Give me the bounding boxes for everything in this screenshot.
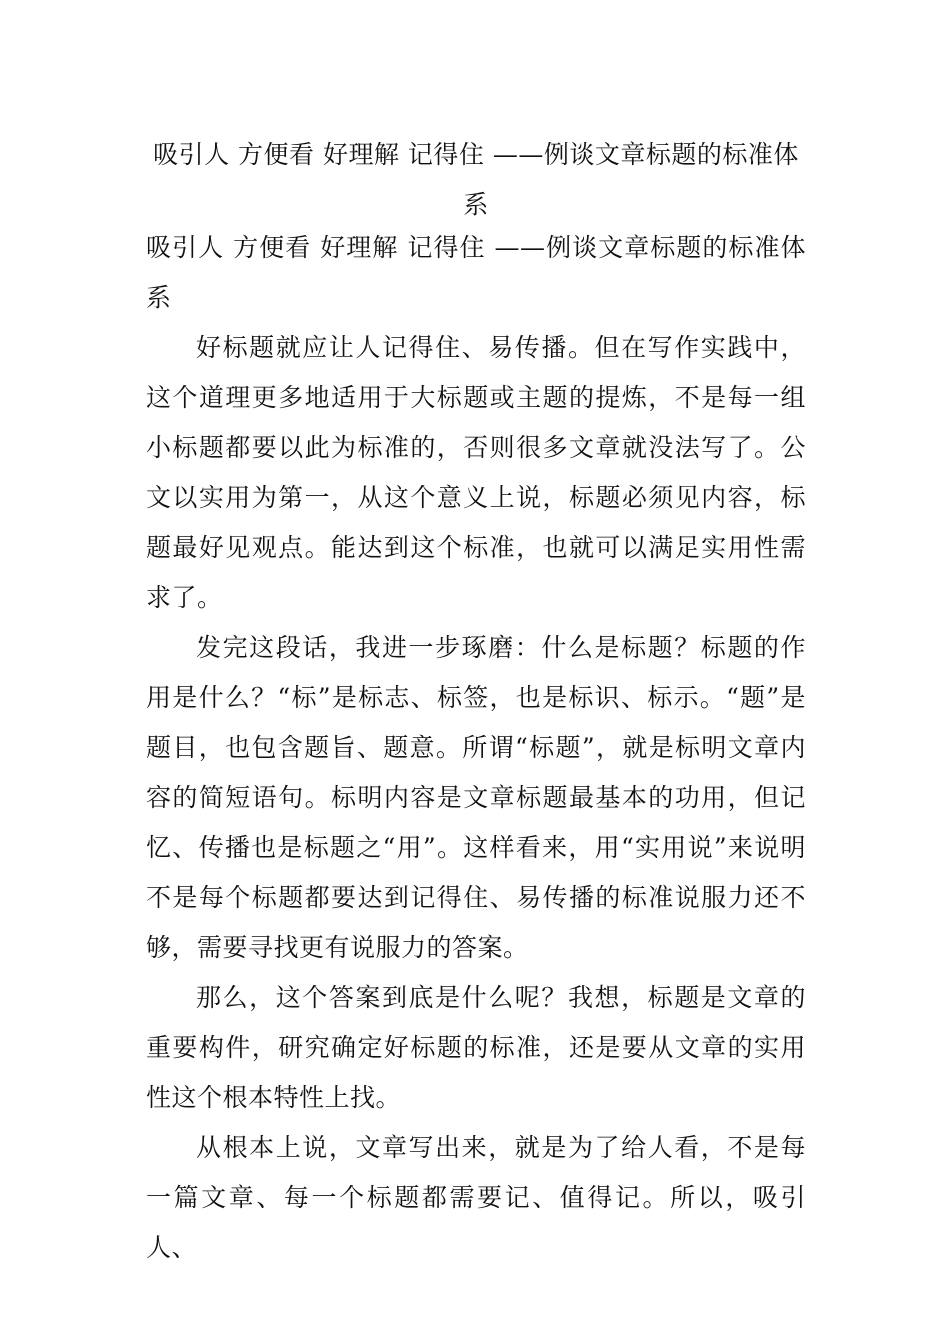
paragraph: 那么，这个答案到底是什么呢？我想，标题是文章的重要构件，研究确定好标题的标准，还是要从文章的实用性这个根本特性上找。 bbox=[146, 983, 806, 1112]
paragraph: 好标题就应让人记得住、易传播。但在写作实践中，这个道理更多地适用于大标题或主题的提炼，不是每一组小标题都要以此为标准的，否则很多文章就没法写了。公文以实用为第一，从这个意义上说，标题必须见内容，标题最好见观点。能达到这个标准，也就可以满足实用性需求了。 bbox=[146, 333, 806, 612]
document-title: 吸引人 方便看 好理解 记得住 ——例谈文章标题的标准体系 bbox=[153, 140, 799, 219]
paragraph: 从根本上说，文章写出来，就是为了给人看，不是每一篇文章、每一个标题都需要记、值得记。所以，吸引人、 bbox=[146, 1133, 806, 1262]
document-body bbox=[146, 223, 806, 1273]
repeated-title: 吸引人 方便看 好理解 记得住 ——例谈文章标题的标准体系 bbox=[146, 233, 806, 312]
paragraph: 发完这段话，我进一步琢磨：什么是标题？标题的作用是什么？“标”是标志、标签，也是标识、标示。“题”是题目，也包含题旨、题意。所谓“标题”，就是标明文章内容的简短语句。标明内容是文章标题最基本的功用，但记忆、传播也是标题之“用”。这样看来，用“实用说”来说明不是每个标题都要达到记得住、易传播的标准说服力还不够，需要寻找更有说服力的答案。 bbox=[146, 633, 806, 962]
